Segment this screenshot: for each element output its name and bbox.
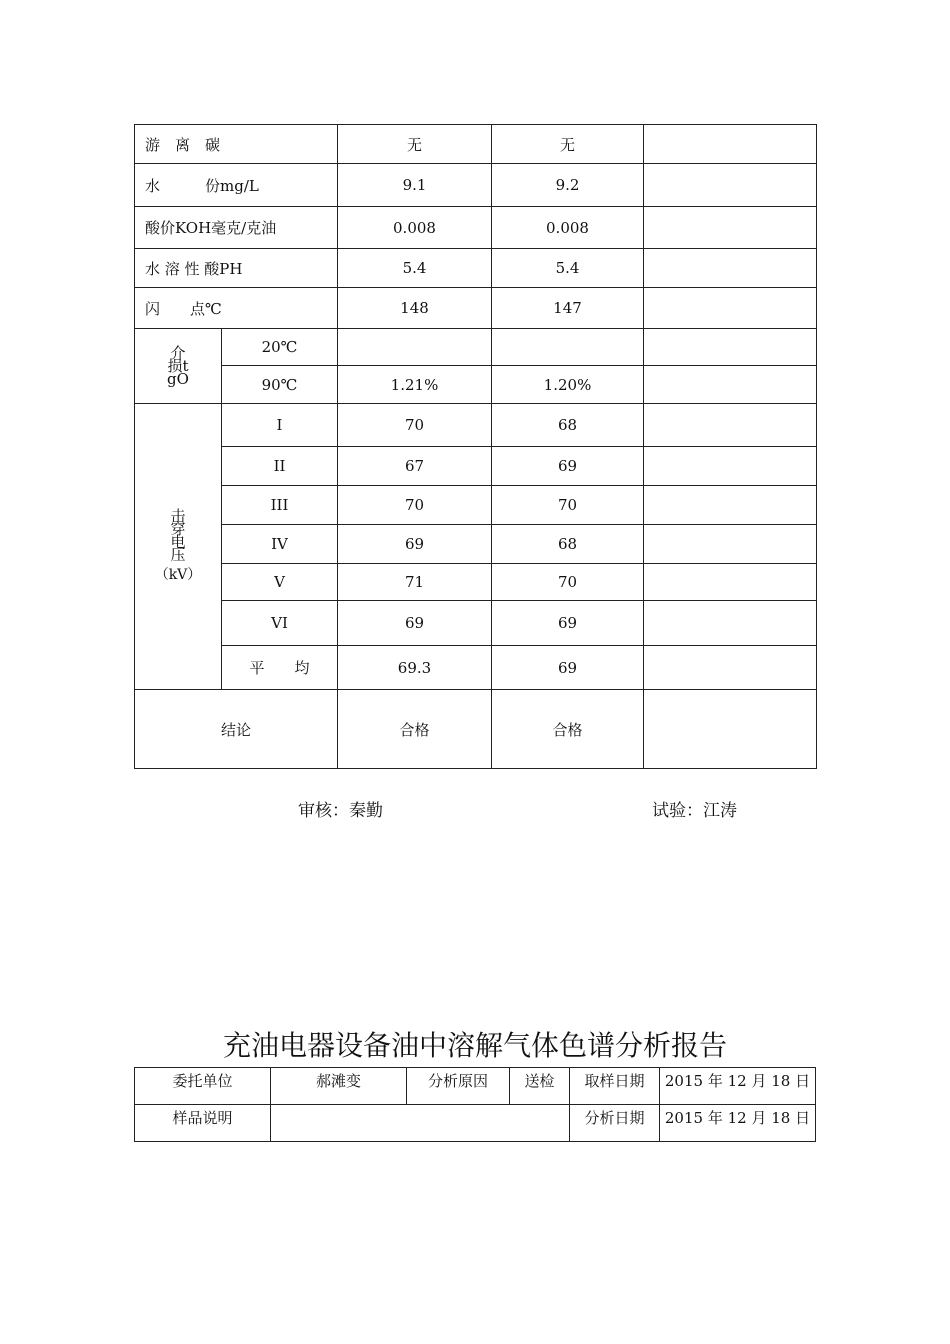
reason-value: 送检	[510, 1068, 570, 1105]
table-row	[135, 1105, 816, 1142]
table-row	[135, 404, 817, 447]
row-label: 水 份mg/L	[135, 164, 338, 207]
row-label: 水 溶 性 酸PH	[135, 249, 338, 288]
cell-value	[644, 249, 817, 288]
table-row	[135, 486, 817, 525]
reason-label: 分析原因	[407, 1068, 510, 1105]
sampling-date-value: 2015 年 12 月 18 日	[660, 1068, 816, 1105]
cell-value: 69	[338, 601, 492, 646]
cell-value: 70	[338, 404, 492, 447]
cell-value: 9.1	[338, 164, 492, 207]
cell-value: 147	[492, 288, 644, 329]
test-signature: 试验：江涛	[652, 801, 737, 821]
table-row	[135, 690, 817, 769]
test-number: II	[222, 447, 338, 486]
client-label: 委托单位	[135, 1068, 271, 1105]
cell-value: 9.2	[492, 164, 644, 207]
cell-value: 70	[492, 564, 644, 601]
test-number: V	[222, 564, 338, 601]
review-signature: 审核：秦勤	[298, 801, 383, 821]
test-number: III	[222, 486, 338, 525]
table-row	[135, 164, 817, 207]
cell-value: 0.008	[338, 207, 492, 249]
dielectric-loss-label	[135, 329, 222, 404]
cell-value	[644, 207, 817, 249]
gas-report-header-table	[134, 1067, 816, 1142]
cell-value	[644, 564, 817, 601]
cell-value: 69	[492, 447, 644, 486]
temp-label: 20℃	[222, 329, 338, 366]
cell-value	[644, 525, 817, 564]
cell-value	[644, 366, 817, 404]
conclusion-label: 结论	[135, 690, 338, 769]
table-row	[135, 249, 817, 288]
sampling-date-label: 取样日期	[570, 1068, 660, 1105]
table-row	[135, 288, 817, 329]
cell-value: 69	[492, 646, 644, 690]
cell-value	[644, 646, 817, 690]
dielectric-loss-text: 介损tgO	[167, 343, 189, 388]
cell-value: 5.4	[492, 249, 644, 288]
row-label: 闪 点℃	[135, 288, 338, 329]
cell-value: 5.4	[338, 249, 492, 288]
table-row	[135, 447, 817, 486]
cell-value: 1.20%	[492, 366, 644, 404]
temp-label: 90℃	[222, 366, 338, 404]
cell-value	[644, 601, 817, 646]
cell-value: 无	[338, 125, 492, 164]
row-label: 酸价KOH毫克/克油	[135, 207, 338, 249]
table-row	[135, 601, 817, 646]
analysis-date-value: 2015 年 12 月 18 日	[660, 1105, 816, 1142]
cell-value: 70	[492, 486, 644, 525]
breakdown-voltage-unit: （kV）	[154, 566, 202, 583]
table-row	[135, 646, 817, 690]
cell-value: 合格	[338, 690, 492, 769]
cell-value: 148	[338, 288, 492, 329]
cell-value	[644, 404, 817, 447]
row-label: 游 离 碳	[135, 125, 338, 164]
cell-value: 70	[338, 486, 492, 525]
cell-value	[644, 447, 817, 486]
sample-desc-label: 样品说明	[135, 1105, 271, 1142]
cell-value	[644, 329, 817, 366]
cell-value: 0.008	[492, 207, 644, 249]
cell-value: 67	[338, 447, 492, 486]
sample-desc-value	[271, 1105, 570, 1142]
breakdown-voltage-text: 击穿电压	[170, 506, 186, 564]
average-label: 平 均	[222, 646, 338, 690]
cell-value	[644, 125, 817, 164]
cell-value: 合格	[492, 690, 644, 769]
table-row	[135, 366, 817, 404]
breakdown-voltage-label	[135, 404, 222, 690]
table-row	[135, 207, 817, 249]
report-title: 充油电器设备油中溶解气体色谱分析报告	[222, 1029, 727, 1062]
cell-value	[644, 690, 817, 769]
cell-value: 69	[492, 601, 644, 646]
test-number: IV	[222, 525, 338, 564]
cell-value	[492, 329, 644, 366]
oil-test-table	[134, 124, 817, 769]
table-row	[135, 329, 817, 366]
cell-value: 69.3	[338, 646, 492, 690]
cell-value	[338, 329, 492, 366]
table-row	[135, 125, 817, 164]
test-number: I	[222, 404, 338, 447]
table-row	[135, 525, 817, 564]
cell-value: 1.21%	[338, 366, 492, 404]
cell-value: 68	[492, 525, 644, 564]
test-number: VI	[222, 601, 338, 646]
table-row	[135, 1068, 816, 1105]
table-row	[135, 564, 817, 601]
cell-value: 68	[492, 404, 644, 447]
cell-value	[644, 164, 817, 207]
analysis-date-label: 分析日期	[570, 1105, 660, 1142]
cell-value: 无	[492, 125, 644, 164]
cell-value	[644, 486, 817, 525]
cell-value	[644, 288, 817, 329]
cell-value: 71	[338, 564, 492, 601]
client-value: 郝滩变	[271, 1068, 407, 1105]
cell-value: 69	[338, 525, 492, 564]
